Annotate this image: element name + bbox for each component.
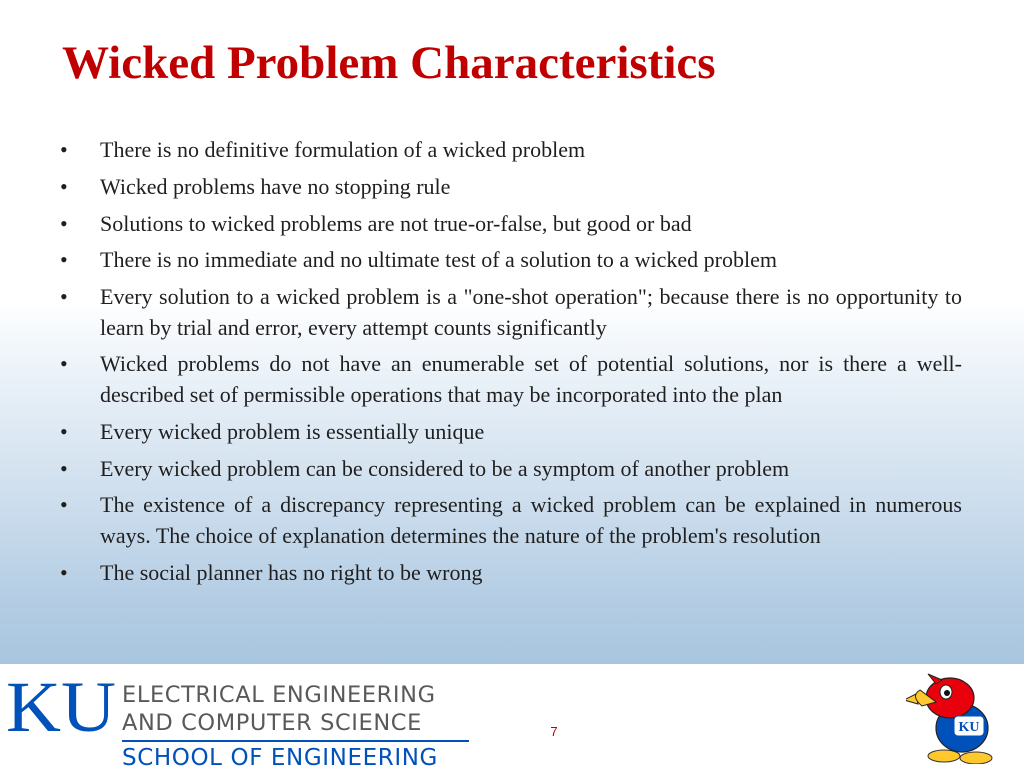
bullet-marker: •: [60, 492, 68, 518]
bullet-text: Every solution to a wicked problem is a "one-shot operation"; because there is no opportunity to learn by trial and error, every attempt counts significantly: [100, 284, 962, 340]
bullet-item: [60, 282, 962, 343]
bullet-marker: •: [60, 284, 68, 310]
slide-title: Wicked Problem Characteristics: [62, 37, 716, 89]
jayhawk-mascot-icon: [906, 672, 1016, 764]
school-name: SCHOOL OF ENGINEERING: [122, 745, 438, 771]
dept-line-2: AND COMPUTER SCIENCE: [122, 710, 422, 736]
bullet-list: [60, 135, 962, 594]
page-number: 7: [550, 724, 558, 739]
department-name: [122, 681, 469, 772]
bullet-marker: •: [60, 455, 68, 481]
bullet-marker: •: [60, 210, 68, 236]
bullet-marker: •: [60, 559, 68, 585]
bullet-text: Wicked problems have no stopping rule: [100, 173, 451, 199]
bullet-marker: •: [60, 137, 68, 162]
dept-divider: [122, 740, 469, 742]
bullet-item: [60, 454, 962, 485]
bullet-item: [60, 209, 962, 240]
bullet-item: [60, 417, 962, 448]
ku-logo-text: KU: [6, 674, 116, 738]
bullet-marker: •: [60, 173, 68, 199]
bullet-text: There is no definitive formulation of a wicked problem: [100, 137, 586, 162]
mascot-badge-text: KU: [958, 720, 980, 735]
bullet-text: The social planner has no right to be wrong: [100, 559, 483, 585]
bullet-text: Solutions to wicked problems are not true-or-false, but good or bad: [100, 210, 692, 236]
bullet-item: [60, 558, 962, 589]
bullet-item: [60, 349, 962, 410]
bullet-item: [60, 490, 962, 551]
bullet-item: [60, 245, 962, 276]
bullet-text: The existence of a discrepancy representing a wicked problem can be explained in numerous ways. The choice of explanation determines the nature of the problem's resolution: [100, 492, 962, 548]
bullet-text: Wicked problems do not have an enumerable set of potential solutions, nor is there a well-described set of permissible operations that may be incorporated into the plan: [100, 351, 962, 407]
bullet-text: There is no immediate and no ultimate test of a solution to a wicked problem: [100, 247, 777, 273]
bullet-text: Every wicked problem can be considered to be a symptom of another problem: [100, 455, 790, 481]
dept-line-1: ELECTRICAL ENGINEERING: [122, 682, 436, 708]
bullet-text: Every wicked problem is essentially unique: [100, 418, 485, 444]
bullet-marker: •: [60, 247, 68, 273]
bullet-item: [60, 172, 962, 203]
bullet-marker: •: [60, 351, 68, 377]
bullet-item: [60, 135, 962, 166]
slide-footer: [0, 664, 1024, 771]
ku-logo-icon: [6, 674, 118, 738]
bullet-marker: •: [60, 418, 68, 444]
